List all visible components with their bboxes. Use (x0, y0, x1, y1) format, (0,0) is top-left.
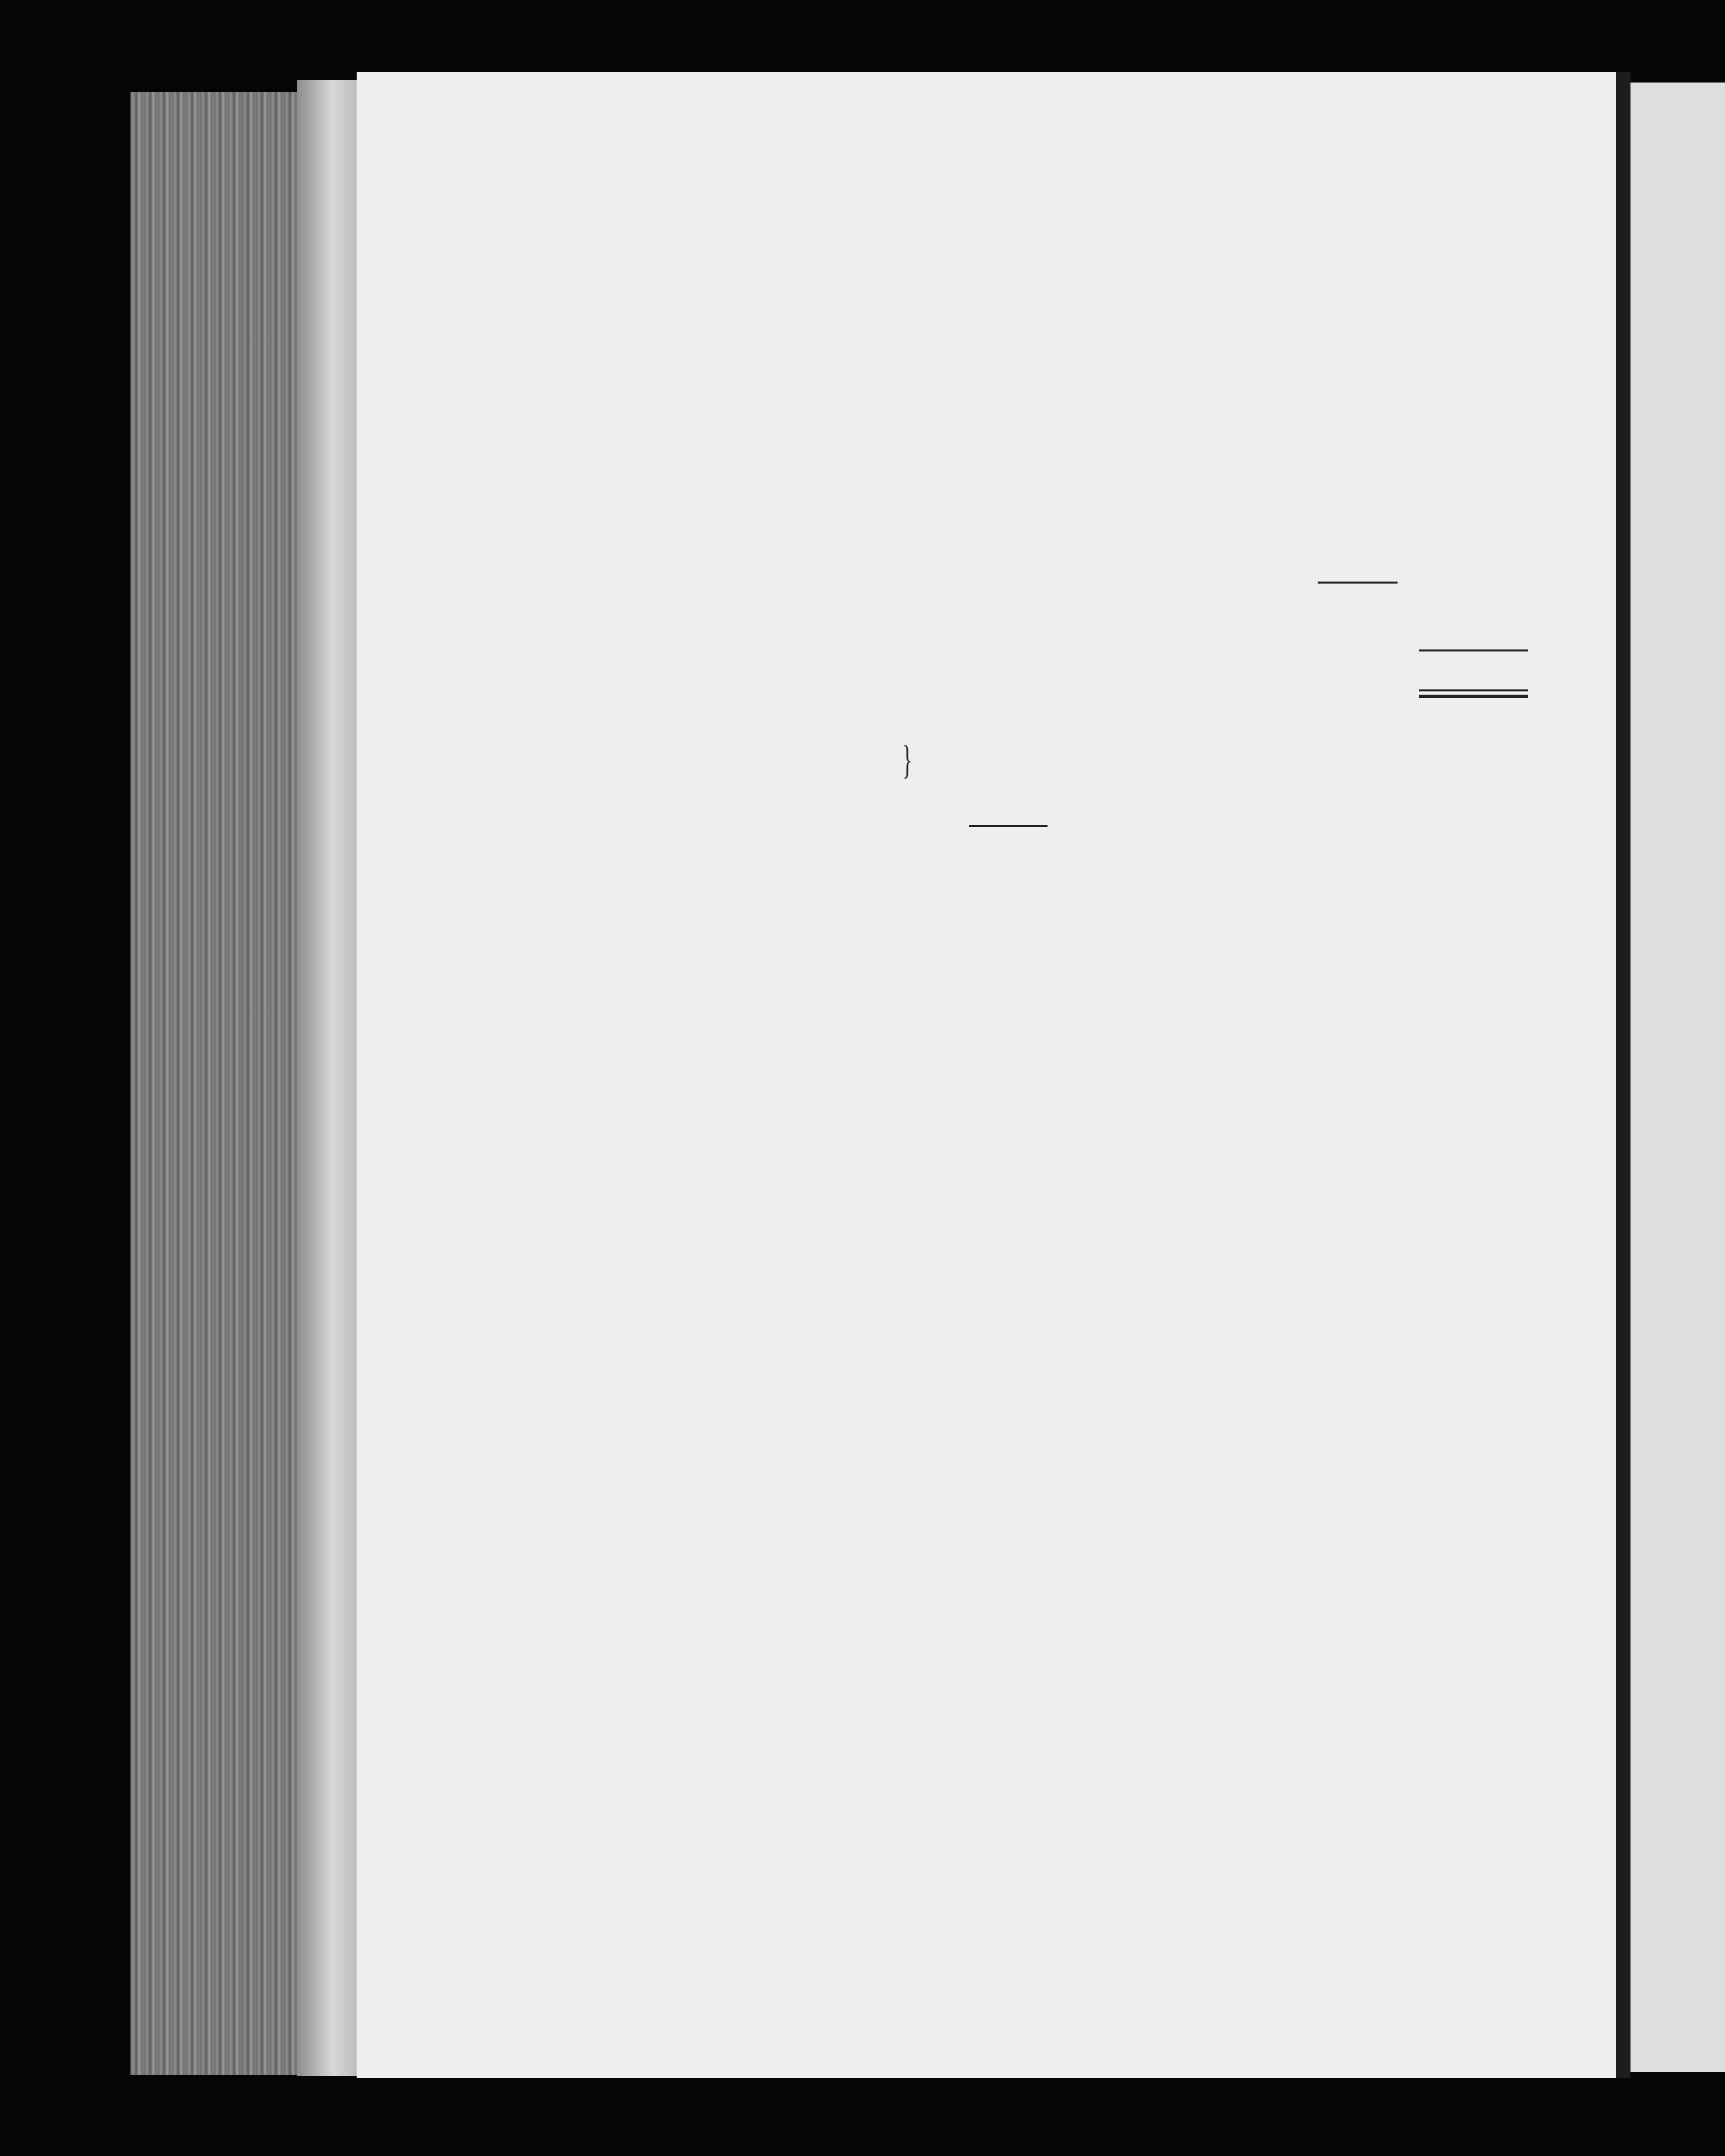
total-rule (1419, 649, 1528, 651)
book-gutter (297, 80, 357, 2076)
total-rule-double (1419, 689, 1528, 691)
section-divider (969, 825, 1048, 827)
brace: } (902, 738, 912, 782)
facing-page (1630, 83, 1725, 2072)
document-page (357, 72, 1616, 2078)
page-shadow (1616, 72, 1630, 2078)
total-rule-double (1419, 695, 1528, 698)
subtotal-rule (1318, 582, 1398, 584)
